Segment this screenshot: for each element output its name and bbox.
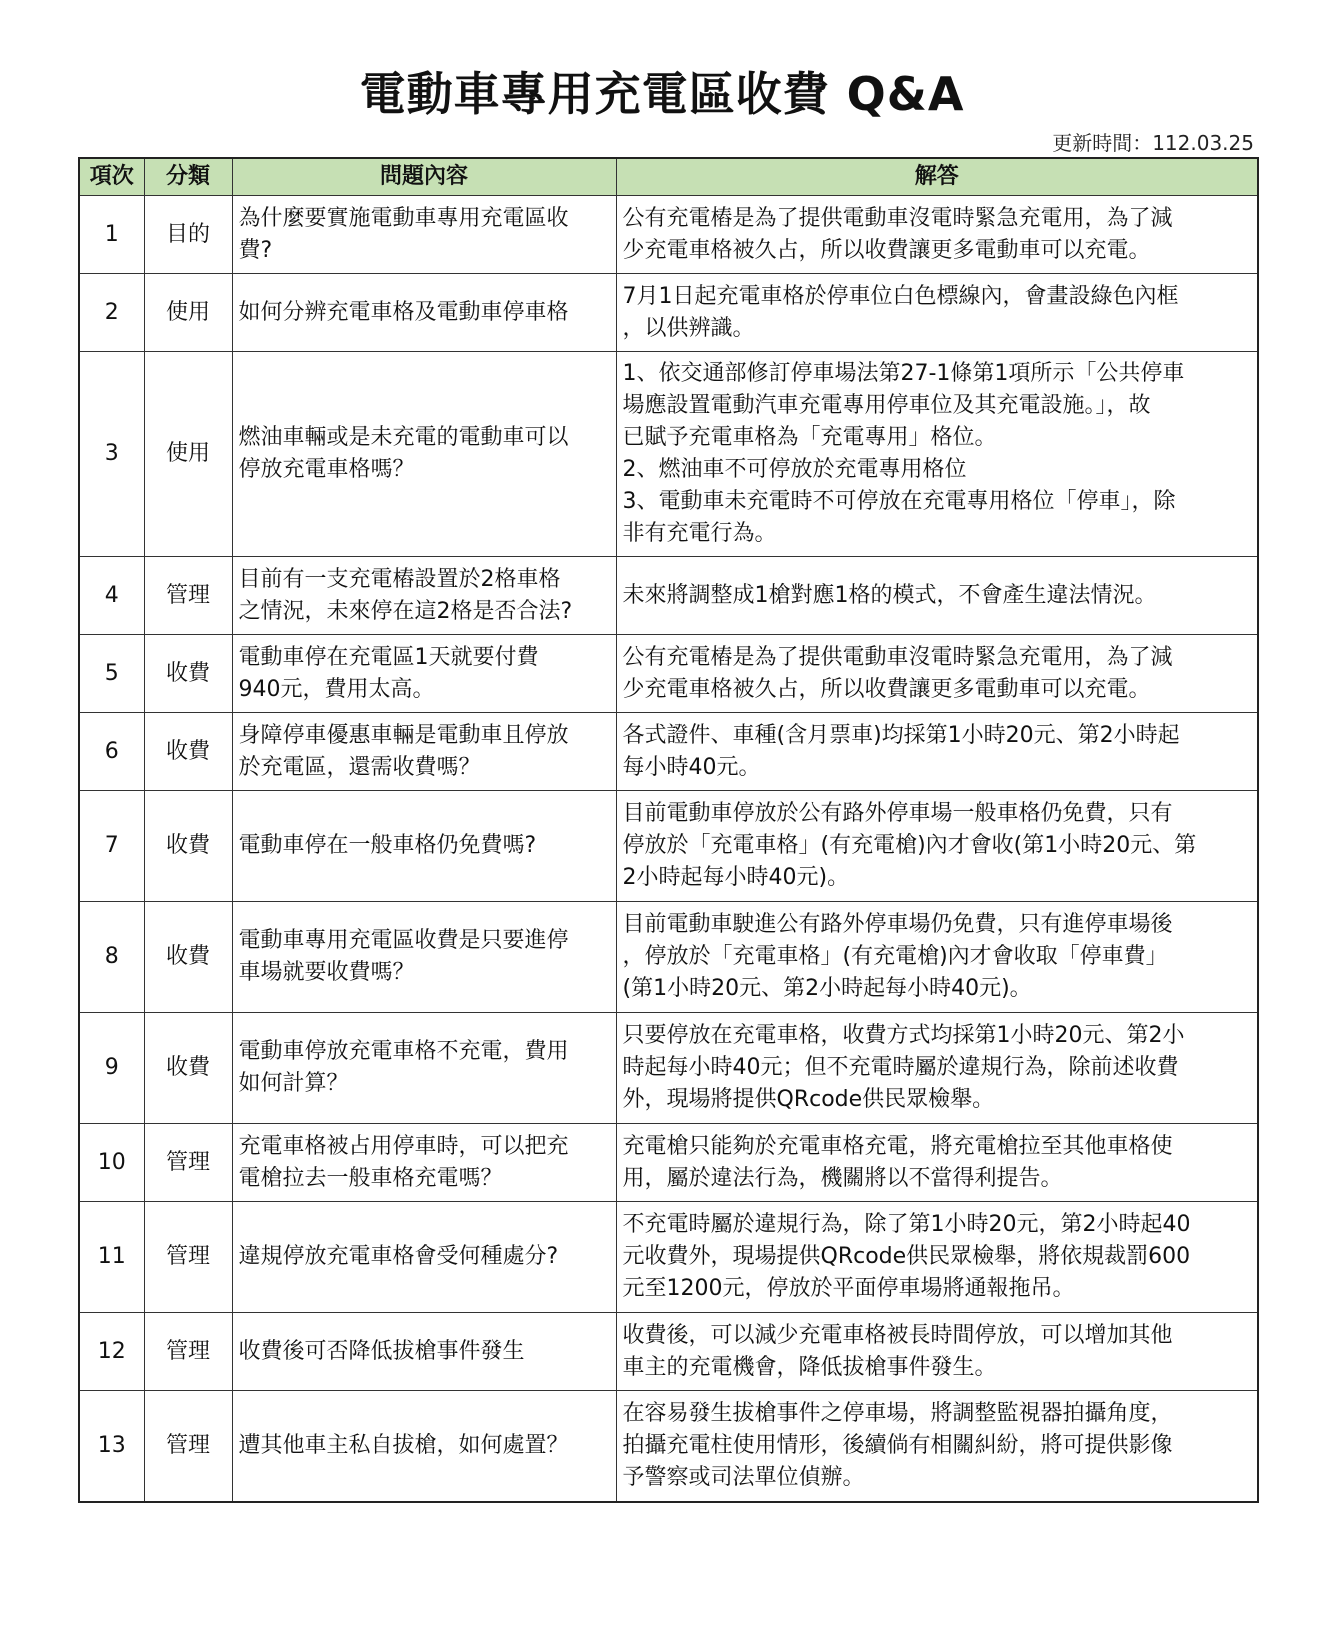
answer-line: 停放於「充電車格」(有充電槍)內才會收(第1小時20元、第 xyxy=(622,833,1197,858)
answer-line: 3、電動車未充電時不可停放在充電專用格位「停車」，除 xyxy=(622,489,1176,514)
answer-line: (第1小時20元、第2小時起每小時40元)。 xyxy=(622,976,1032,1001)
answer-line: 公有充電樁是為了提供電動車沒電時緊急充電用，為了減 xyxy=(622,644,1173,670)
cell-item-no: 1 xyxy=(79,196,144,274)
cell-item-no: 2 xyxy=(79,274,144,352)
answer-line: 時起每小時40元；但不充電時屬於違規行為，除前述收費 xyxy=(622,1055,1179,1080)
cell-question xyxy=(232,557,616,635)
cell-question xyxy=(232,1013,616,1124)
question-line: 收費後可否降低拔槍事件發生 xyxy=(238,1338,525,1364)
cell-category: 收費 xyxy=(144,1013,232,1124)
table-header-row xyxy=(79,158,1258,196)
qa-table xyxy=(78,157,1259,1503)
cell-item-no: 5 xyxy=(79,635,144,713)
cell-answer xyxy=(616,1124,1258,1202)
cell-question xyxy=(232,1202,616,1313)
cell-answer xyxy=(616,635,1258,713)
table-row xyxy=(79,791,1258,902)
cell-answer xyxy=(616,274,1258,352)
answer-line: 場應設置電動汽車充電專用停車位及其充電設施。」，故 xyxy=(622,393,1151,418)
question-line: 940元，費用太高。 xyxy=(238,676,435,702)
question-line: 如何分辨充電車格及電動車停車格 xyxy=(238,299,569,325)
answer-line: 拍攝充電柱使用情形，後續倘有相關糾紛，將可提供影像 xyxy=(622,1432,1173,1458)
table-row xyxy=(79,713,1258,791)
question-line: 停放充電車格嗎？ xyxy=(238,457,415,482)
question-line: 違規停放充電車格會受何種處分? xyxy=(238,1244,559,1269)
question-line: 遭其他車主私自拔槍，如何處置？ xyxy=(238,1432,569,1458)
answer-line: 目前電動車駛進公有路外停車場仍免費，只有進停車場後 xyxy=(622,912,1173,937)
question-line: 燃油車輛或是未充電的電動車可以 xyxy=(238,425,569,450)
header-item-no: 項次 xyxy=(79,158,144,196)
question-line: 充電車格被占用停車時，可以把充 xyxy=(238,1133,569,1159)
answer-line: 外，現場將提供QRcode供民眾檢舉。 xyxy=(622,1087,995,1112)
answer-line: 2、燃油車不可停放於充電專用格位 xyxy=(622,457,967,482)
table-row xyxy=(79,1013,1258,1124)
cell-category: 管理 xyxy=(144,1202,232,1313)
answer-line: ，以供辨識。 xyxy=(622,315,755,341)
table-row xyxy=(79,557,1258,635)
cell-category: 管理 xyxy=(144,1313,232,1391)
question-line: 電槍拉去一般車格充電嗎？ xyxy=(238,1165,503,1191)
table-row xyxy=(79,274,1258,352)
answer-line: 在容易發生拔槍事件之停車場，將調整監視器拍攝角度， xyxy=(622,1400,1173,1426)
answer-line: ，停放於「充電車格」(有充電槍)內才會收取「停車費」 xyxy=(622,944,1168,969)
cell-category: 收費 xyxy=(144,791,232,902)
answer-line: 車主的充電機會，降低拔槍事件發生。 xyxy=(622,1354,997,1380)
answer-line: 充電槍只能夠於充電車格充電，將充電槍拉至其他車格使 xyxy=(622,1133,1173,1159)
header-question: 問題內容 xyxy=(232,158,616,196)
cell-question xyxy=(232,635,616,713)
cell-category: 管理 xyxy=(144,557,232,635)
cell-item-no: 9 xyxy=(79,1013,144,1124)
question-line: 電動車停在充電區1天就要付費 xyxy=(238,644,539,670)
cell-item-no: 8 xyxy=(79,902,144,1013)
answer-line: 用，屬於違法行為，機關將以不當得利提告。 xyxy=(622,1165,1063,1191)
table-row xyxy=(79,196,1258,274)
cell-answer xyxy=(616,1013,1258,1124)
question-line: 目前有一支充電樁設置於2格車格 xyxy=(238,566,561,592)
cell-answer xyxy=(616,1313,1258,1391)
cell-question xyxy=(232,274,616,352)
cell-answer xyxy=(616,713,1258,791)
question-line: 費? xyxy=(238,237,273,263)
answer-line: 已賦予充電車格為「充電專用」格位。 xyxy=(622,425,997,450)
cell-answer xyxy=(616,791,1258,902)
cell-question xyxy=(232,1124,616,1202)
cell-question xyxy=(232,352,616,557)
answer-line: 目前電動車停放於公有路外停車場一般車格仍免費，只有 xyxy=(622,801,1173,826)
cell-category: 收費 xyxy=(144,635,232,713)
cell-answer xyxy=(616,196,1258,274)
update-time: 更新時間：112.03.25 xyxy=(1052,131,1254,155)
cell-answer xyxy=(616,352,1258,557)
cell-category: 收費 xyxy=(144,902,232,1013)
answer-line: 元收費外，現場提供QRcode供民眾檢舉，將依規裁罰600 xyxy=(622,1244,1191,1269)
question-line: 為什麼要實施電動車專用充電區收 xyxy=(238,205,569,231)
cell-question xyxy=(232,1391,616,1502)
cell-question xyxy=(232,713,616,791)
answer-line: 少充電車格被久占，所以收費讓更多電動車可以充電。 xyxy=(622,676,1151,702)
cell-item-no: 10 xyxy=(79,1124,144,1202)
table-row xyxy=(79,902,1258,1013)
cell-item-no: 12 xyxy=(79,1313,144,1391)
cell-item-no: 7 xyxy=(79,791,144,902)
cell-category: 目的 xyxy=(144,196,232,274)
answer-line: 公有充電樁是為了提供電動車沒電時緊急充電用，為了減 xyxy=(622,205,1173,231)
question-line: 電動車停放充電車格不充電，費用 xyxy=(238,1039,569,1064)
cell-item-no: 11 xyxy=(79,1202,144,1313)
answer-line: 收費後，可以減少充電車格被長時間停放，可以增加其他 xyxy=(622,1322,1173,1348)
question-line: 車場就要收費嗎？ xyxy=(238,960,415,985)
cell-category: 收費 xyxy=(144,713,232,791)
cell-question xyxy=(232,1313,616,1391)
answer-line: 不充電時屬於違規行為，除了第1小時20元，第2小時起40 xyxy=(622,1212,1191,1237)
question-line: 電動車停在一般車格仍免費嗎? xyxy=(238,833,537,858)
cell-item-no: 3 xyxy=(79,352,144,557)
answer-line: 各式證件、車種(含月票車)均採第1小時20元、第2小時起 xyxy=(622,722,1180,748)
table-row xyxy=(79,1124,1258,1202)
cell-answer xyxy=(616,902,1258,1013)
table-row xyxy=(79,352,1258,557)
answer-line: 每小時40元。 xyxy=(622,754,761,780)
header-answer: 解答 xyxy=(616,158,1258,196)
cell-question xyxy=(232,791,616,902)
table-body xyxy=(79,196,1258,1502)
table-row xyxy=(79,1202,1258,1313)
cell-category: 使用 xyxy=(144,274,232,352)
question-line: 如何計算？ xyxy=(238,1071,349,1096)
answer-line: 7月1日起充電車格於停車位白色標線內，會畫設綠色內框 xyxy=(622,283,1179,309)
cell-category: 管理 xyxy=(144,1124,232,1202)
answer-line: 未來將調整成1槍對應1格的模式，不會產生違法情況。 xyxy=(622,582,1157,608)
answer-line: 元至1200元，停放於平面停車場將通報拖吊。 xyxy=(622,1276,1075,1301)
answer-line: 非有充電行為。 xyxy=(622,521,777,546)
answer-line: 2小時起每小時40元)。 xyxy=(622,865,850,890)
cell-question xyxy=(232,902,616,1013)
question-line: 身障停車優惠車輛是電動車且停放 xyxy=(238,722,569,748)
cell-answer xyxy=(616,1202,1258,1313)
table-row xyxy=(79,1313,1258,1391)
question-line: 於充電區，還需收費嗎？ xyxy=(238,754,481,780)
answer-line: 只要停放在充電車格，收費方式均採第1小時20元、第2小 xyxy=(622,1023,1185,1048)
cell-item-no: 6 xyxy=(79,713,144,791)
cell-answer xyxy=(616,1391,1258,1502)
cell-category: 管理 xyxy=(144,1391,232,1502)
cell-item-no: 13 xyxy=(79,1391,144,1502)
answer-line: 予警察或司法單位偵辦。 xyxy=(622,1464,865,1490)
header-category: 分類 xyxy=(144,158,232,196)
answer-line: 少充電車格被久占，所以收費讓更多電動車可以充電。 xyxy=(622,237,1151,263)
cell-answer xyxy=(616,557,1258,635)
answer-line: 1、依交通部修訂停車場法第27-1條第1項所示「公共停車 xyxy=(622,361,1185,386)
table-row xyxy=(79,635,1258,713)
question-line: 電動車專用充電區收費是只要進停 xyxy=(238,928,569,953)
question-line: 之情況，未來停在這2格是否合法? xyxy=(238,598,573,624)
table-row xyxy=(79,1391,1258,1502)
page-title: 電動車專用充電區收費 Q&A xyxy=(359,67,965,121)
cell-question xyxy=(232,196,616,274)
cell-category: 使用 xyxy=(144,352,232,557)
cell-item-no: 4 xyxy=(79,557,144,635)
